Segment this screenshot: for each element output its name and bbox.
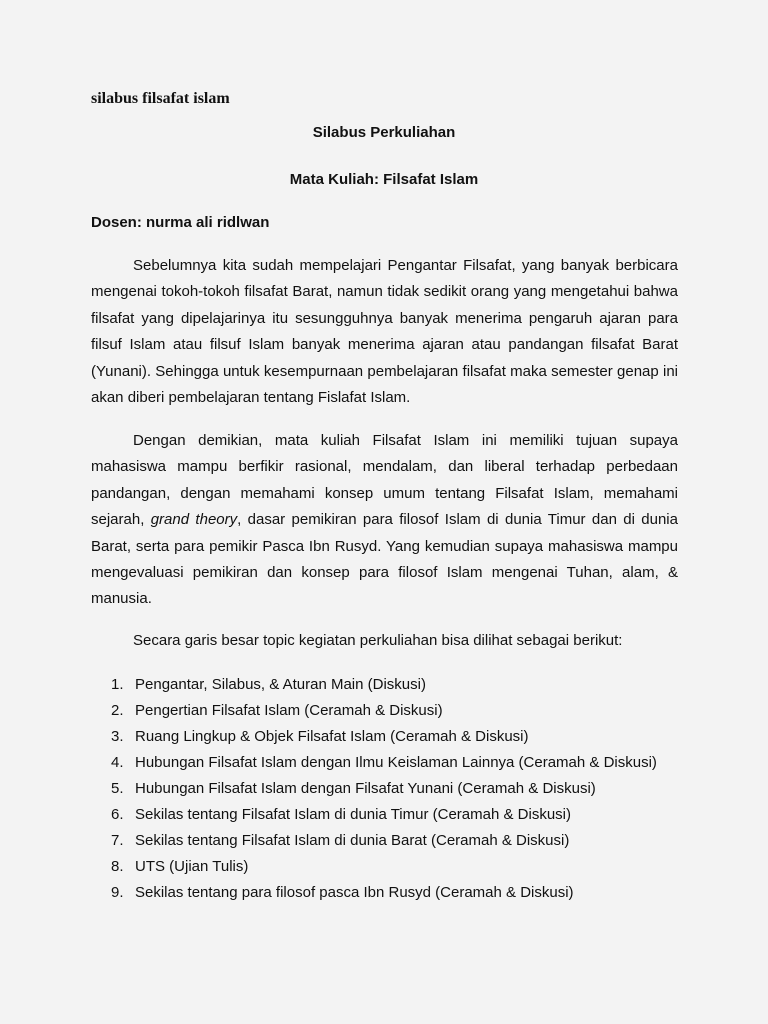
list-text: Sekilas tentang Filsafat Islam di dunia Barat (Ceramah & Diskusi) [135, 832, 570, 849]
list-number: 7. [111, 832, 124, 849]
list-item [91, 828, 691, 854]
list-number: 4. [111, 754, 124, 771]
list-item [91, 750, 691, 776]
grand-theory-term: grand theory [150, 511, 238, 529]
lecturer-name: Dosen: nurma ali ridlwan [91, 214, 270, 231]
list-text: Hubungan Filsafat Islam dengan Filsafat Yunani (Ceramah & Diskusi) [135, 780, 596, 797]
objective-text-start: Dengan demikian, mata kuliah Filsafat Islam ini memiliki tujuan supaya mahasiswa mampu berfikir rasional, mendalam, dan liberal terhadap perbedaan pandangan, dengan memahami konsep umum tentang Filsafat Islam, memahami sejarah, [91, 432, 678, 529]
list-number: 9. [111, 884, 124, 901]
list-item [91, 854, 691, 880]
list-item [91, 802, 691, 828]
list-item [91, 776, 691, 802]
document-title: silabus filsafat islam [91, 90, 230, 107]
list-text: UTS (Ujian Tulis) [135, 858, 249, 875]
list-text: Sekilas tentang para filosof pasca Ibn Rusyd (Ceramah & Diskusi) [135, 884, 574, 901]
syllabus-heading: Silabus Perkuliahan [312, 124, 456, 141]
list-number: 8. [111, 858, 124, 875]
topics-intro-paragraph: Secara garis besar topic kegiatan perkuliahan bisa dilihat sebagai berikut: [133, 632, 623, 649]
list-text: Hubungan Filsafat Islam dengan Ilmu Keislaman Lainnya (Ceramah & Diskusi) [135, 754, 657, 771]
course-name: Mata Kuliah: Filsafat Islam [289, 171, 479, 188]
intro-paragraph: Sebelumnya kita sudah mempelajari Pengantar Filsafat, yang banyak berbicara mengenai tokoh-tokoh filsafat Barat, namun tidak sedikit orang yang mengetahui bahwa filsafat yang dipelajarinya itu sesungguhnya banyak menerima pengaruh ajaran para filsuf Islam atau filsuf Islam banyak menerima ajaran atau pandangan filsafat Barat (Yunani). Sehingga untuk kesempurnaan pembelajaran filsafat maka semester genap ini akan diberi pembelajaran tentang Fislafat Islam. [91, 257, 678, 407]
list-number: 3. [111, 728, 124, 745]
list-item [91, 698, 691, 724]
list-text: Pengantar, Silabus, & Aturan Main (Diskusi) [135, 676, 426, 693]
list-text: Pengertian Filsafat Islam (Ceramah & Diskusi) [135, 702, 443, 719]
list-item [91, 880, 691, 906]
topic-list [91, 672, 691, 906]
list-item [91, 672, 691, 698]
objective-text-end: , dasar pemikiran para filosof Islam di dunia Timur dan di dunia Barat, serta para pemikir Pasca Ibn Rusyd. Yang kemudian supaya mahasiswa mampu mengevaluasi pemikiran dan konsep para filosof Islam mengenai Tuhan, alam, & manusia. [91, 511, 678, 608]
list-item [91, 724, 691, 750]
list-number: 2. [111, 702, 124, 719]
list-number: 6. [111, 806, 124, 823]
objective-paragraph [91, 428, 678, 613]
list-text: Ruang Lingkup & Objek Filsafat Islam (Ceramah & Diskusi) [135, 728, 529, 745]
list-number: 1. [111, 676, 124, 693]
list-number: 5. [111, 780, 124, 797]
list-text: Sekilas tentang Filsafat Islam di dunia Timur (Ceramah & Diskusi) [135, 806, 571, 823]
